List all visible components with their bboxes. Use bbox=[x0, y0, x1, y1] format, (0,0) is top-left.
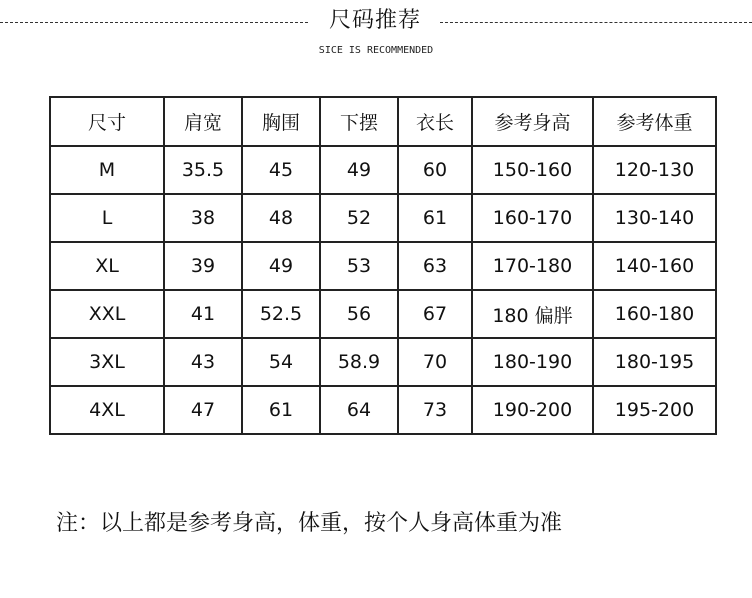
cell-chest: 45 bbox=[242, 146, 320, 194]
size-chart-table bbox=[49, 96, 717, 435]
cell-ref-height: 190-200 bbox=[472, 386, 593, 434]
cell-ref-height: 150-160 bbox=[472, 146, 593, 194]
cell-ref-height: 180 偏胖 bbox=[472, 290, 593, 338]
cell-hem: 64 bbox=[320, 386, 398, 434]
cell-shoulder: 47 bbox=[164, 386, 242, 434]
table-row bbox=[50, 338, 716, 386]
table-row bbox=[50, 290, 716, 338]
cell-ref-height: 160-170 bbox=[472, 194, 593, 242]
cell-size: L bbox=[50, 194, 164, 242]
cell-hem: 58.9 bbox=[320, 338, 398, 386]
cell-ref-weight: 180-195 bbox=[593, 338, 716, 386]
cell-ref-height: 170-180 bbox=[472, 242, 593, 290]
column-header-size: 尺寸 bbox=[50, 97, 164, 146]
cell-ref-weight: 195-200 bbox=[593, 386, 716, 434]
table-header-row bbox=[50, 97, 716, 146]
column-header-length: 衣长 bbox=[398, 97, 472, 146]
cell-shoulder: 41 bbox=[164, 290, 242, 338]
cell-length: 63 bbox=[398, 242, 472, 290]
column-header-hem: 下摆 bbox=[320, 97, 398, 146]
cell-chest: 54 bbox=[242, 338, 320, 386]
cell-shoulder: 43 bbox=[164, 338, 242, 386]
cell-ref-height: 180-190 bbox=[472, 338, 593, 386]
footnote: 注：以上都是参考身高，体重，按个人身高体重为准 bbox=[56, 511, 563, 536]
cell-size: XXL bbox=[50, 290, 164, 338]
column-header-ref-height: 参考身高 bbox=[472, 97, 593, 146]
table-row bbox=[50, 386, 716, 434]
cell-chest: 61 bbox=[242, 386, 320, 434]
header-divider-left bbox=[0, 22, 308, 23]
header-divider-right bbox=[440, 22, 752, 23]
cell-length: 60 bbox=[398, 146, 472, 194]
cell-shoulder: 35.5 bbox=[164, 146, 242, 194]
cell-hem: 53 bbox=[320, 242, 398, 290]
cell-ref-weight: 160-180 bbox=[593, 290, 716, 338]
cell-ref-weight: 140-160 bbox=[593, 242, 716, 290]
cell-chest: 52.5 bbox=[242, 290, 320, 338]
cell-length: 61 bbox=[398, 194, 472, 242]
cell-ref-weight: 130-140 bbox=[593, 194, 716, 242]
cell-hem: 49 bbox=[320, 146, 398, 194]
cell-ref-weight: 120-130 bbox=[593, 146, 716, 194]
cell-size: XL bbox=[50, 242, 164, 290]
cell-hem: 52 bbox=[320, 194, 398, 242]
table-row bbox=[50, 242, 716, 290]
cell-shoulder: 38 bbox=[164, 194, 242, 242]
cell-length: 67 bbox=[398, 290, 472, 338]
column-header-shoulder: 肩宽 bbox=[164, 97, 242, 146]
table-row bbox=[50, 194, 716, 242]
page-title: 尺码推荐 bbox=[328, 8, 421, 33]
column-header-ref-weight: 参考体重 bbox=[593, 97, 716, 146]
cell-length: 70 bbox=[398, 338, 472, 386]
cell-size: 4XL bbox=[50, 386, 164, 434]
cell-size: 3XL bbox=[50, 338, 164, 386]
column-header-chest: 胸围 bbox=[242, 97, 320, 146]
page-subtitle: SICE IS RECOMMENDED bbox=[318, 45, 434, 56]
cell-chest: 49 bbox=[242, 242, 320, 290]
cell-size: M bbox=[50, 146, 164, 194]
table-row bbox=[50, 146, 716, 194]
cell-chest: 48 bbox=[242, 194, 320, 242]
cell-shoulder: 39 bbox=[164, 242, 242, 290]
cell-hem: 56 bbox=[320, 290, 398, 338]
cell-length: 73 bbox=[398, 386, 472, 434]
